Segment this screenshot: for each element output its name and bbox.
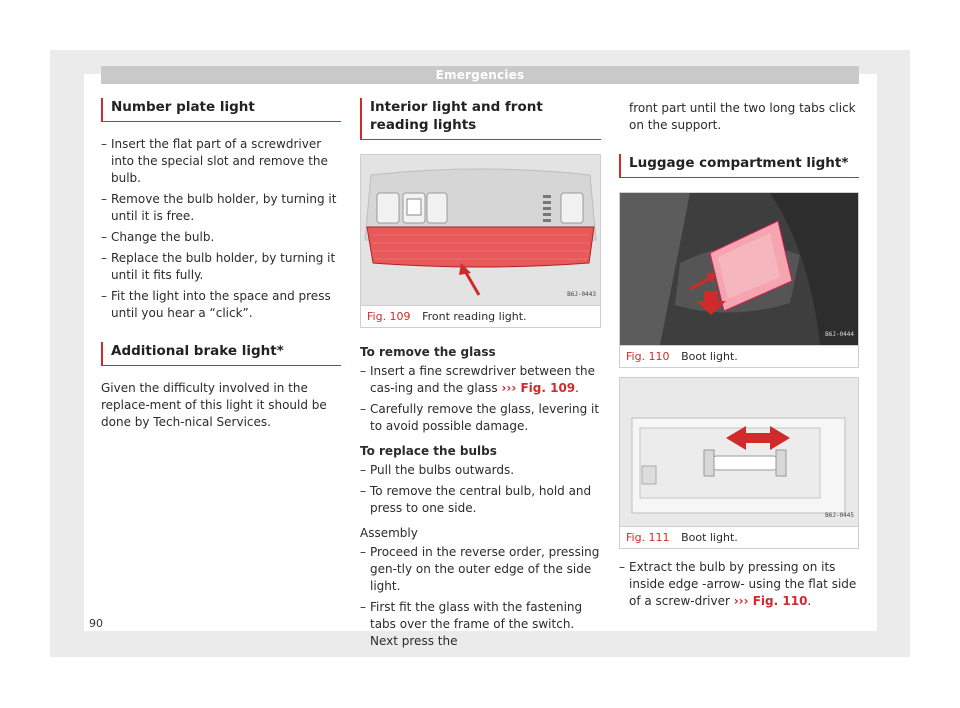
figure-caption (361, 305, 600, 327)
list-item: – To remove the central bulb, hold and press to one side. (360, 483, 601, 517)
figure-caption-text: Front reading light. (422, 310, 527, 323)
front-reading-light-image (361, 155, 600, 305)
replace-bulbs-steps (360, 462, 601, 517)
continued-text: front part until the two long tabs click on the support. (629, 101, 856, 132)
figure-number: Fig. 110 (626, 350, 670, 363)
figure-caption (620, 526, 858, 548)
list-item: – First fit the glass with the fastening tabs over the frame of the switch. Next press the (360, 599, 601, 650)
page-number: 90 (89, 617, 103, 630)
assembly-steps (360, 544, 601, 650)
section-title-number-plate-light: Number plate light (101, 98, 341, 122)
figure-code: B6J-0445 (825, 512, 854, 519)
column-2 (360, 98, 601, 654)
boot-light-illustration-1 (620, 193, 858, 345)
boot-light-steps (619, 559, 859, 610)
list-item (360, 363, 601, 397)
step-text-end: . (575, 381, 579, 395)
list-item (619, 559, 859, 610)
figure-reference-link[interactable]: ››› Fig. 110 (733, 594, 808, 608)
list-item: – Insert the flat part of a screwdriver into the special slot and remove the bulb. (101, 136, 341, 187)
remove-glass-steps (360, 363, 601, 435)
section-title-luggage-light: Luggage compartment light* (619, 154, 859, 178)
figure-number: Fig. 111 (626, 531, 670, 544)
boot-light-image-2 (620, 378, 858, 526)
front-reading-light-illustration (361, 155, 600, 305)
step-text: Extract the bulb by pressing on its inside edge -arrow- using the flat side of a screw-driver (629, 560, 857, 608)
figure-109 (360, 154, 601, 328)
figure-caption (620, 345, 858, 367)
column-3 (619, 98, 859, 614)
column-1 (101, 98, 341, 431)
subhead-replace-bulbs: To replace the bulbs (360, 444, 497, 458)
figure-number: Fig. 109 (367, 310, 411, 323)
section-title-brake-light: Additional brake light* (101, 342, 341, 366)
figure-code: B6J-0443 (567, 291, 596, 298)
figure-110 (619, 192, 859, 368)
list-item: – Carefully remove the glass, levering it to avoid possible damage. (360, 401, 601, 435)
brake-light-text: Given the difficulty involved in the replace-ment of this light it should be done by Tech-nical Services. (101, 381, 327, 429)
chapter-banner: Emergencies (101, 66, 859, 84)
step-text: Insert a fine screwdriver between the cas-ing and the glass (370, 364, 595, 395)
list-item: – Remove the bulb holder, by turning it until it is free. (101, 191, 341, 225)
subhead-assembly: Assembly (360, 526, 418, 540)
list-item: – Proceed in the reverse order, pressing gen-tly on the outer edge of the side light. (360, 544, 601, 595)
figure-code: B6J-0444 (825, 331, 854, 338)
figure-caption-text: Boot light. (681, 350, 738, 363)
figure-111 (619, 377, 859, 549)
step-text-end: . (807, 594, 812, 608)
number-plate-steps (101, 136, 341, 322)
section-title-interior-light: Interior light and front reading lights (360, 98, 601, 140)
figure-caption-text: Boot light. (681, 531, 738, 544)
list-item: – Replace the bulb holder, by turning it until it fits fully. (101, 250, 341, 284)
subhead-remove-glass: To remove the glass (360, 345, 496, 359)
boot-light-image-1 (620, 193, 858, 345)
list-item: – Pull the bulbs outwards. (360, 462, 601, 479)
list-item: – Change the bulb. (101, 229, 341, 246)
list-item: – Fit the light into the space and press until you hear a “click”. (101, 288, 341, 322)
figure-reference-link[interactable]: ››› Fig. 109 (501, 381, 576, 395)
boot-light-illustration-2 (620, 378, 858, 526)
